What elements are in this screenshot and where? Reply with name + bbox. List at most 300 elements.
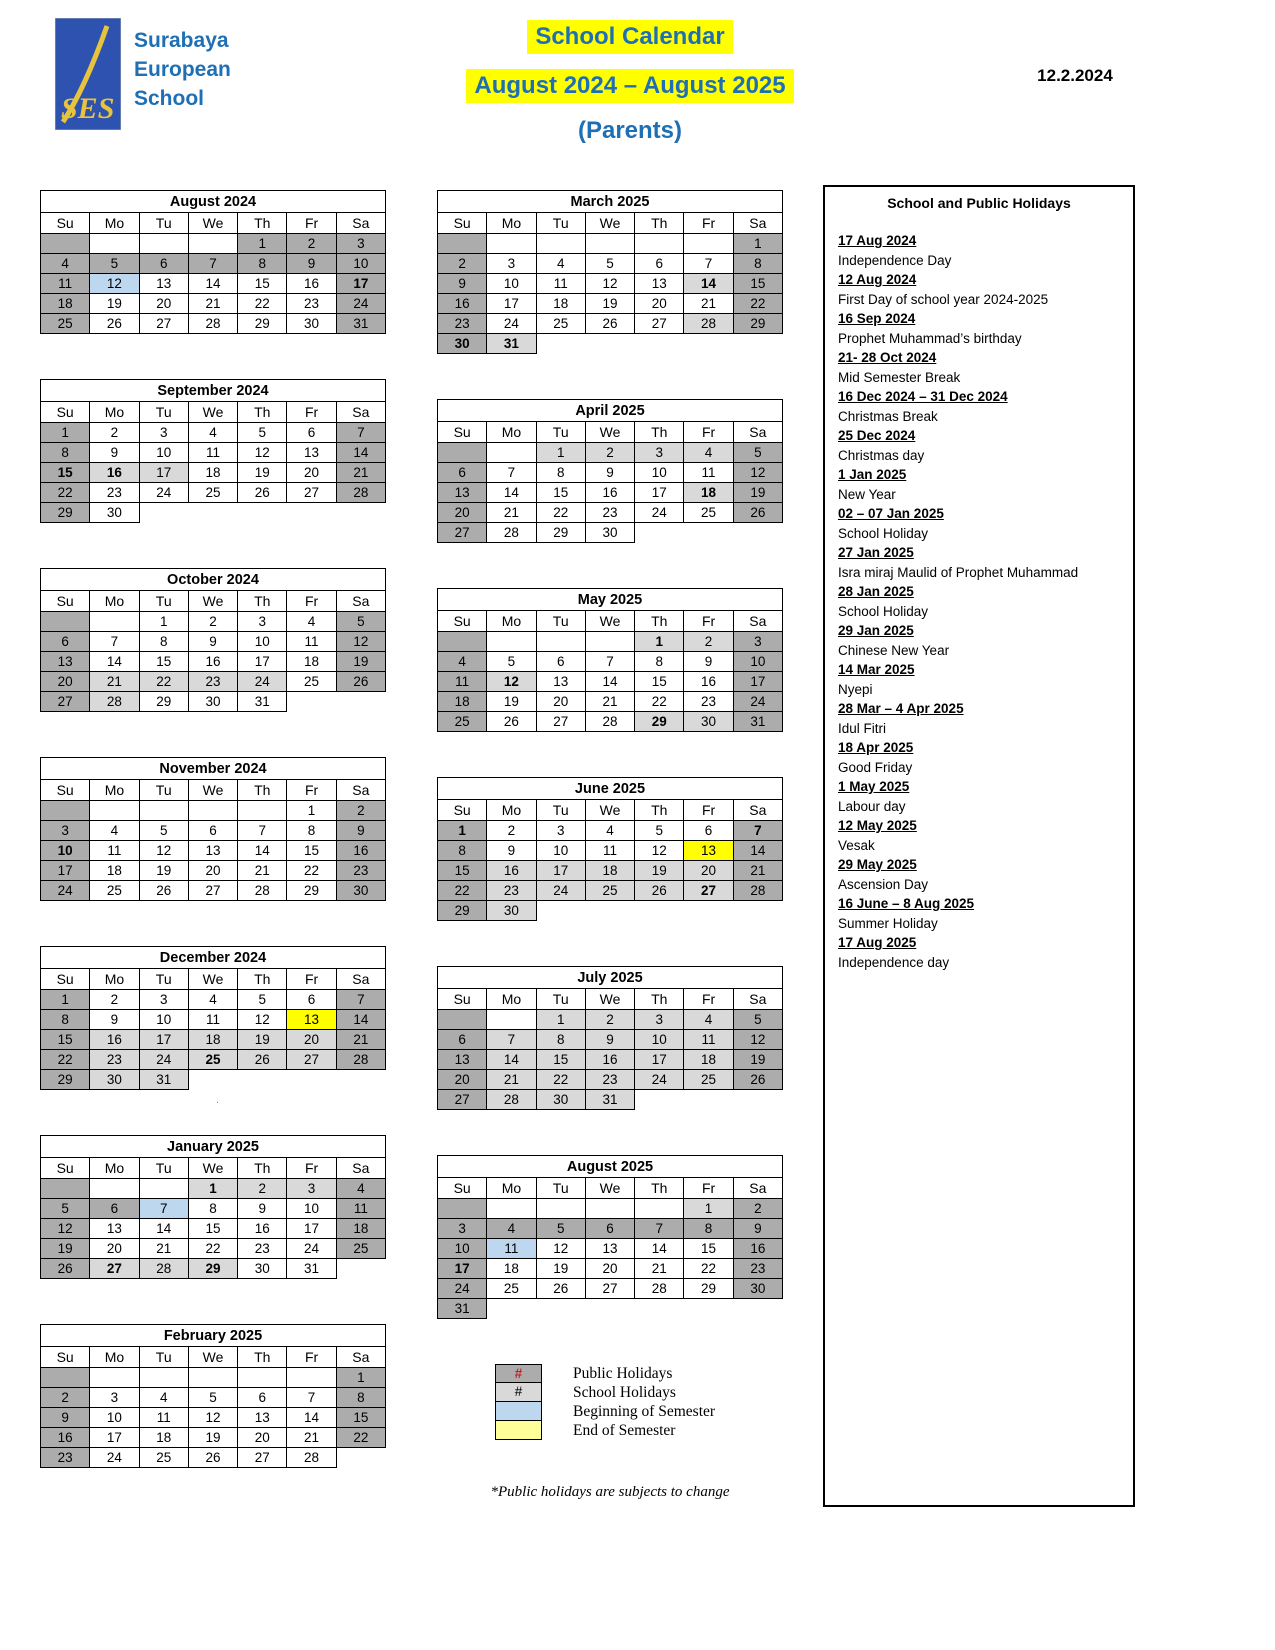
day-cell: 6	[684, 821, 733, 841]
day-cell: 2	[287, 234, 336, 254]
month-table-may-2025	[437, 588, 783, 732]
week-row	[438, 503, 783, 523]
day-cell: 31	[287, 1259, 336, 1279]
day-cell: 7	[684, 254, 733, 274]
week-row	[41, 1030, 386, 1050]
day-cell: 23	[188, 672, 237, 692]
day-cell: 7	[336, 423, 385, 443]
day-cell: 2	[438, 254, 487, 274]
holiday-list	[838, 231, 1120, 972]
day-cell: 19	[238, 463, 287, 483]
day-cell: 29	[733, 314, 782, 334]
holiday-description: School Holiday	[838, 603, 929, 619]
empty-cell	[487, 1010, 536, 1030]
holiday-description: Chinese New Year	[838, 642, 950, 658]
holiday-description: Good Friday	[838, 759, 913, 775]
weekday-header: Th	[238, 969, 287, 990]
weekday-header: Th	[635, 989, 684, 1010]
day-cell: 8	[635, 652, 684, 672]
week-row	[41, 234, 386, 254]
day-cell: 19	[336, 652, 385, 672]
day-cell: 20	[536, 692, 585, 712]
weekday-header-row	[438, 213, 783, 234]
day-cell: 15	[684, 1239, 733, 1259]
week-row	[41, 1070, 386, 1090]
day-cell: 11	[188, 1010, 237, 1030]
day-cell: 20	[41, 672, 90, 692]
weekday-header: Fr	[684, 611, 733, 632]
day-cell: 30	[536, 1090, 585, 1110]
holiday-description: Christmas day	[838, 447, 925, 463]
day-cell: 19	[238, 1030, 287, 1050]
holiday-description: Independence Day	[838, 252, 952, 268]
day-cell: 2	[336, 801, 385, 821]
day-cell: 10	[238, 632, 287, 652]
week-row	[438, 1050, 783, 1070]
day-cell: 6	[287, 423, 336, 443]
empty-cell	[90, 612, 139, 632]
empty-cell	[684, 234, 733, 254]
weekday-header: Sa	[336, 213, 385, 234]
day-cell: 24	[635, 503, 684, 523]
day-cell: 1	[41, 990, 90, 1010]
day-cell: 10	[139, 443, 188, 463]
day-cell: 5	[238, 423, 287, 443]
holiday-date: 12 May 2025	[838, 818, 917, 833]
holidays-panel-title: School and Public Holidays	[887, 195, 1071, 211]
weekday-header: We	[188, 591, 237, 612]
weekday-header: Su	[438, 611, 487, 632]
week-row	[438, 881, 783, 901]
day-cell: 8	[536, 463, 585, 483]
week-row	[41, 652, 386, 672]
day-cell: 2	[733, 1199, 782, 1219]
day-cell: 3	[487, 254, 536, 274]
day-cell: 1	[635, 632, 684, 652]
day-cell: 13	[41, 652, 90, 672]
holiday-description: Prophet Muhammad’s birthday	[838, 330, 1022, 346]
week-row	[41, 612, 386, 632]
day-cell: 13	[684, 841, 733, 861]
weekday-header: Tu	[536, 989, 585, 1010]
day-cell: 23	[41, 1448, 90, 1468]
day-cell: 12	[139, 841, 188, 861]
weekday-header: Su	[41, 213, 90, 234]
weekday-header: Su	[438, 989, 487, 1010]
month-table-april-2025	[437, 399, 783, 543]
day-cell: 28	[139, 1259, 188, 1279]
day-cell: 22	[41, 483, 90, 503]
week-row	[438, 274, 783, 294]
day-cell: 25	[684, 1070, 733, 1090]
day-cell: 28	[336, 1050, 385, 1070]
day-cell: 16	[585, 483, 634, 503]
day-cell: 6	[41, 632, 90, 652]
day-cell: 28	[585, 712, 634, 732]
week-row	[438, 334, 783, 354]
day-cell: 25	[487, 1279, 536, 1299]
month-title: July 2025	[438, 967, 783, 989]
week-row	[438, 1030, 783, 1050]
day-cell: 27	[139, 314, 188, 334]
weekday-header: Sa	[733, 1178, 782, 1199]
day-cell: 20	[287, 463, 336, 483]
day-cell: 12	[238, 1010, 287, 1030]
weekday-header: Sa	[733, 213, 782, 234]
day-cell: 21	[585, 692, 634, 712]
day-cell: 9	[684, 652, 733, 672]
day-cell: 27	[41, 692, 90, 712]
empty-cell	[536, 632, 585, 652]
day-cell: 2	[238, 1179, 287, 1199]
day-cell: 20	[438, 1070, 487, 1090]
weekday-header: We	[188, 402, 237, 423]
day-cell: 11	[536, 274, 585, 294]
day-cell: 7	[487, 463, 536, 483]
day-cell: 17	[41, 861, 90, 881]
empty-cell	[188, 801, 237, 821]
holiday-date: 17 Aug 2025	[838, 935, 917, 950]
day-cell: 5	[41, 1199, 90, 1219]
day-cell: 6	[438, 463, 487, 483]
day-cell: 8	[336, 1388, 385, 1408]
day-cell: 31	[139, 1070, 188, 1090]
day-cell: 23	[487, 881, 536, 901]
day-cell: 10	[733, 652, 782, 672]
legend-row	[495, 1364, 783, 1383]
day-cell: 20	[238, 1428, 287, 1448]
legend-swatch: #	[495, 1364, 542, 1383]
day-cell: 12	[487, 672, 536, 692]
empty-cell	[585, 632, 634, 652]
day-cell: 14	[238, 841, 287, 861]
day-cell: 12	[238, 443, 287, 463]
day-cell: 26	[536, 1279, 585, 1299]
month-title: June 2025	[438, 778, 783, 800]
month-title: December 2024	[41, 947, 386, 969]
day-cell: 16	[238, 1219, 287, 1239]
weekday-header: Fr	[684, 422, 733, 443]
weekday-header: Tu	[536, 422, 585, 443]
day-cell: 7	[90, 632, 139, 652]
weekday-header: Mo	[90, 402, 139, 423]
day-cell: 15	[238, 274, 287, 294]
empty-cell	[487, 1199, 536, 1219]
day-cell: 13	[188, 841, 237, 861]
day-cell: 26	[238, 1050, 287, 1070]
day-cell: 7	[733, 821, 782, 841]
day-cell: 13	[90, 1219, 139, 1239]
day-cell: 26	[487, 712, 536, 732]
day-cell: 18	[188, 463, 237, 483]
day-cell: 4	[438, 652, 487, 672]
day-cell: 18	[684, 1050, 733, 1070]
legend-row	[495, 1421, 783, 1440]
day-cell: 17	[487, 294, 536, 314]
day-cell: 17	[287, 1219, 336, 1239]
day-cell: 28	[336, 483, 385, 503]
day-cell: 3	[139, 423, 188, 443]
day-cell: 20	[635, 294, 684, 314]
day-cell: 10	[536, 841, 585, 861]
day-cell: 2	[90, 990, 139, 1010]
day-cell: 10	[438, 1239, 487, 1259]
day-cell: 27	[438, 523, 487, 543]
middle-month-tables	[437, 190, 783, 1319]
week-row	[438, 1070, 783, 1090]
day-cell: 4	[585, 821, 634, 841]
day-cell: 3	[139, 990, 188, 1010]
day-cell: 13	[585, 1239, 634, 1259]
week-row	[41, 274, 386, 294]
day-cell: 4	[287, 612, 336, 632]
day-cell: 25	[438, 712, 487, 732]
day-cell: 12	[41, 1219, 90, 1239]
day-cell: 17	[336, 274, 385, 294]
day-cell: 20	[438, 503, 487, 523]
day-cell: 28	[287, 1448, 336, 1468]
empty-cell	[635, 1199, 684, 1219]
day-cell: 7	[635, 1219, 684, 1239]
day-cell: 9	[188, 632, 237, 652]
day-cell: 24	[733, 692, 782, 712]
day-cell: 16	[438, 294, 487, 314]
day-cell: 26	[733, 503, 782, 523]
day-cell: 13	[438, 1050, 487, 1070]
day-cell: 13	[139, 274, 188, 294]
day-cell: 21	[684, 294, 733, 314]
day-cell: 5	[139, 821, 188, 841]
month-table-january-2025	[40, 1135, 386, 1279]
day-cell: 30	[585, 523, 634, 543]
day-cell: 25	[287, 672, 336, 692]
day-cell: 30	[90, 1070, 139, 1090]
holiday-description: First Day of school year 2024-2025	[838, 291, 1049, 307]
day-cell: 9	[90, 1010, 139, 1030]
day-cell: 31	[336, 314, 385, 334]
weekday-header: Th	[238, 780, 287, 801]
month-table-september-2024	[40, 379, 386, 523]
day-cell: 11	[139, 1408, 188, 1428]
day-cell: 5	[585, 254, 634, 274]
weekday-header: Su	[41, 1347, 90, 1368]
holiday-date: 28 Mar – 4 Apr 2025	[838, 701, 964, 716]
weekday-header: Th	[238, 1158, 287, 1179]
weekday-header: Mo	[487, 422, 536, 443]
day-cell: 9	[41, 1408, 90, 1428]
month-title: May 2025	[438, 589, 783, 611]
day-cell: 19	[733, 483, 782, 503]
holiday-date: 29 May 2025	[838, 857, 917, 872]
day-cell: 20	[139, 294, 188, 314]
document-date: 12.2.2024	[1037, 66, 1113, 85]
svg-text:SES: SES	[61, 92, 115, 125]
day-cell: 18	[585, 861, 634, 881]
day-cell: 29	[438, 901, 487, 921]
week-row	[438, 463, 783, 483]
day-cell: 22	[536, 503, 585, 523]
holiday-date: 27 Jan 2025	[838, 545, 914, 560]
day-cell: 14	[635, 1239, 684, 1259]
week-row	[438, 483, 783, 503]
day-cell: 30	[487, 901, 536, 921]
footnote: *Public holidays are subjects to change	[490, 1484, 730, 1500]
day-cell: 27	[188, 881, 237, 901]
week-row	[41, 1259, 386, 1279]
day-cell: 8	[733, 254, 782, 274]
weekday-header: Mo	[90, 969, 139, 990]
day-cell: 29	[287, 881, 336, 901]
day-cell: 20	[90, 1239, 139, 1259]
week-row	[438, 632, 783, 652]
weekday-header: Fr	[287, 1158, 336, 1179]
day-cell: 16	[41, 1428, 90, 1448]
day-cell: 10	[287, 1199, 336, 1219]
day-cell: 1	[684, 1199, 733, 1219]
day-cell: 19	[139, 861, 188, 881]
day-cell: 1	[41, 423, 90, 443]
day-cell: 7	[139, 1199, 188, 1219]
day-cell: 30	[188, 692, 237, 712]
day-cell: 11	[41, 274, 90, 294]
day-cell: 22	[336, 1428, 385, 1448]
weekday-header-row	[41, 591, 386, 612]
weekday-header: Sa	[336, 1158, 385, 1179]
day-cell: 29	[41, 503, 90, 523]
day-cell: 26	[188, 1448, 237, 1468]
day-cell: 23	[238, 1239, 287, 1259]
day-cell: 14	[287, 1408, 336, 1428]
week-row	[41, 861, 386, 881]
day-cell: 27	[90, 1259, 139, 1279]
weekday-header: Th	[635, 1178, 684, 1199]
holiday-date: 16 Sep 2024	[838, 311, 916, 326]
day-cell: 25	[585, 881, 634, 901]
day-cell: 22	[536, 1070, 585, 1090]
day-cell: 5	[90, 254, 139, 274]
day-cell: 19	[536, 1259, 585, 1279]
day-cell: 19	[41, 1239, 90, 1259]
stray-dot: .	[216, 1094, 220, 1106]
day-cell: 17	[139, 1030, 188, 1050]
day-cell: 4	[536, 254, 585, 274]
weekday-header: Fr	[684, 213, 733, 234]
day-cell: 15	[536, 483, 585, 503]
day-cell: 30	[684, 712, 733, 732]
day-cell: 18	[336, 1219, 385, 1239]
day-cell: 2	[684, 632, 733, 652]
day-cell: 4	[684, 1010, 733, 1030]
day-cell: 15	[438, 861, 487, 881]
empty-cell	[188, 1368, 237, 1388]
holiday-description: Nyepi	[838, 681, 873, 697]
day-cell: 8	[238, 254, 287, 274]
week-row	[438, 841, 783, 861]
empty-cell	[635, 234, 684, 254]
day-cell: 2	[41, 1388, 90, 1408]
weekday-header: Sa	[336, 1347, 385, 1368]
empty-cell	[139, 1368, 188, 1388]
week-row	[438, 314, 783, 334]
day-cell: 14	[336, 443, 385, 463]
weekday-header: Sa	[733, 422, 782, 443]
day-cell: 5	[238, 990, 287, 1010]
month-title: November 2024	[41, 758, 386, 780]
day-cell: 23	[336, 861, 385, 881]
day-cell: 4	[90, 821, 139, 841]
day-cell: 27	[585, 1279, 634, 1299]
legend-label: School Holidays	[573, 1383, 676, 1401]
weekday-header-row	[41, 213, 386, 234]
day-cell: 24	[438, 1279, 487, 1299]
day-cell: 10	[635, 463, 684, 483]
empty-cell	[41, 234, 90, 254]
day-cell: 18	[139, 1428, 188, 1448]
weekday-header: Su	[41, 780, 90, 801]
day-cell: 3	[287, 1179, 336, 1199]
holiday-description: Summer Holiday	[838, 915, 938, 931]
week-row	[41, 1239, 386, 1259]
month-table-june-2025	[437, 777, 783, 921]
day-cell: 25	[139, 1448, 188, 1468]
month-title: February 2025	[41, 1325, 386, 1347]
weekday-header: We	[188, 969, 237, 990]
day-cell: 24	[287, 1239, 336, 1259]
day-cell: 15	[536, 1050, 585, 1070]
day-cell: 28	[487, 523, 536, 543]
day-cell: 16	[90, 1030, 139, 1050]
day-cell: 4	[487, 1219, 536, 1239]
week-row	[438, 901, 783, 921]
week-row	[438, 1279, 783, 1299]
legend-swatch	[495, 1421, 542, 1440]
empty-cell	[585, 1199, 634, 1219]
week-row	[438, 1259, 783, 1279]
day-cell: 17	[90, 1428, 139, 1448]
day-cell: 14	[90, 652, 139, 672]
day-cell: 22	[139, 672, 188, 692]
week-row	[438, 692, 783, 712]
week-row	[41, 672, 386, 692]
day-cell: 14	[139, 1219, 188, 1239]
day-cell: 8	[41, 1010, 90, 1030]
day-cell: 1	[536, 443, 585, 463]
day-cell: 16	[336, 841, 385, 861]
day-cell: 20	[684, 861, 733, 881]
day-cell: 24	[487, 314, 536, 334]
day-cell: 26	[238, 483, 287, 503]
day-cell: 3	[438, 1219, 487, 1239]
day-cell: 23	[438, 314, 487, 334]
weekday-header-row	[438, 989, 783, 1010]
week-row	[438, 523, 783, 543]
weekday-header: Fr	[287, 213, 336, 234]
empty-cell	[238, 1368, 287, 1388]
week-row	[438, 652, 783, 672]
day-cell: 19	[90, 294, 139, 314]
day-cell: 16	[287, 274, 336, 294]
weekday-header-row	[41, 402, 386, 423]
empty-cell	[90, 801, 139, 821]
day-cell: 24	[41, 881, 90, 901]
weekday-header: Th	[238, 1347, 287, 1368]
empty-cell	[536, 1199, 585, 1219]
day-cell: 13	[635, 274, 684, 294]
day-cell: 11	[438, 672, 487, 692]
day-cell: 23	[733, 1259, 782, 1279]
day-cell: 26	[733, 1070, 782, 1090]
weekday-header: We	[585, 989, 634, 1010]
